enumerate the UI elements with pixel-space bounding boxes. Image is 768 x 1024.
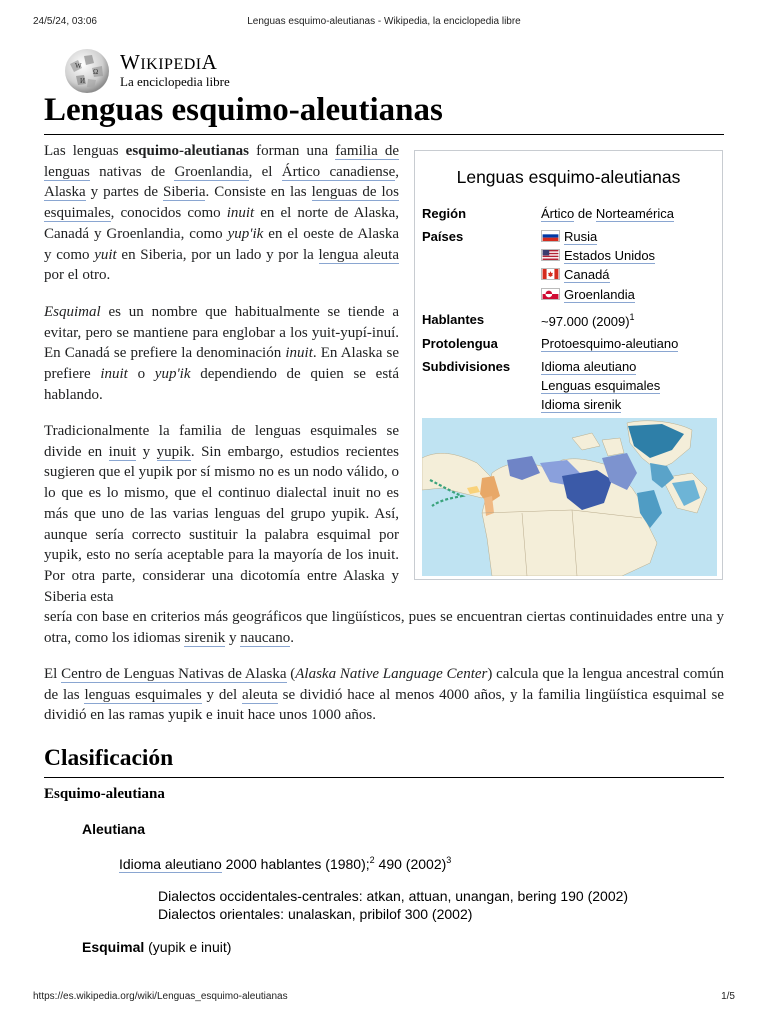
wikipedia-logo[interactable] xyxy=(62,44,252,94)
link-canada[interactable]: Canadá xyxy=(564,267,610,282)
link-artico[interactable]: Ártico xyxy=(541,206,575,221)
link-centro-lenguas-nativas-alaska[interactable]: Centro de Lenguas Nativas de Alaska xyxy=(61,666,287,682)
intro-paragraph-2: Esquimal es un nombre que habitualmente se tiende a evitar, pero se mantiene para englobar a los yuit-yupí-inuí. En Canadá se prefiere la denominación inuit. En Alaska se prefiere inuit o yup'ik dependiendo de quien se está hablando. xyxy=(44,304,400,403)
infobox-country-russia[interactable] xyxy=(541,229,597,244)
link-lenguas-de-los-esquimales[interactable]: lenguas de los esquimales xyxy=(44,184,399,222)
link-idioma-aleutiano[interactable]: Idioma aleutiano xyxy=(541,359,637,374)
svg-text:W: W xyxy=(75,62,82,70)
svg-text:И: И xyxy=(80,77,86,85)
wikipedia-tagline: La enciclopedia libre xyxy=(120,74,230,89)
infobox-title: Lenguas esquimo-aleutianas xyxy=(456,167,681,187)
infobox-country-greenland[interactable] xyxy=(541,287,635,302)
svg-text:Ω: Ω xyxy=(93,68,99,76)
link-aleuta[interactable]: aleuta xyxy=(242,686,278,703)
distribution-map[interactable] xyxy=(422,418,717,576)
link-lenguas-esquimales-infobox[interactable]: Lenguas esquimales xyxy=(541,378,661,393)
infobox-label-countries: Países xyxy=(422,229,464,244)
link-inuit[interactable]: inuit xyxy=(108,443,137,460)
link-lenguas-esquimales[interactable]: lenguas esquimales xyxy=(84,686,202,703)
link-yupik[interactable]: yupik xyxy=(156,443,191,460)
print-header xyxy=(33,16,735,30)
reference-2[interactable]: 2 xyxy=(369,855,375,865)
page-title: Lenguas esquimo-aleutianas xyxy=(44,92,443,128)
infobox-label-protolanguage: Protolengua xyxy=(422,336,498,351)
infobox-subdivision-1 xyxy=(541,359,636,374)
link-protoesquimo-aleutiano[interactable]: Protoesquimo-aleutiano xyxy=(541,336,679,351)
infobox-subdivision-3 xyxy=(541,397,621,412)
infobox-value-protolanguage xyxy=(541,336,678,351)
title-divider xyxy=(44,134,724,135)
print-footer xyxy=(33,991,735,1005)
intro-paragraph-3-continued: sería con base en criterios más geográficos que lingüísticos, pues se encuentran ciertas continuidades entre una y otra, como los idiomas sirenik y naucano. xyxy=(44,609,724,646)
link-sirenik[interactable]: sirenik xyxy=(184,629,226,646)
link-familia-de-lenguas[interactable]: familia de lenguas xyxy=(44,143,399,180)
section-heading-clasificacion: Clasificación xyxy=(44,745,174,771)
tree-dialect-west: Dialectos occidentales-centrales: atkan, attuan, unangan, bering 190 (2002) xyxy=(158,888,629,904)
greenland-flag-icon xyxy=(541,288,560,300)
link-idioma-sirenik[interactable]: Idioma sirenik xyxy=(541,397,622,412)
print-page-number: 1/5 xyxy=(721,991,735,1002)
infobox-value-region: Ártico de Norteamérica xyxy=(541,206,674,221)
print-url: https://es.wikipedia.org/wiki/Lenguas_esquimo-aleutianas xyxy=(33,991,288,1002)
link-lengua-aleuta[interactable]: lengua aleuta xyxy=(318,246,400,263)
infobox xyxy=(414,150,723,580)
intro-paragraph-1: Las lenguas esquimo-aleutianas forman una familia de lenguas nativas de Groenlandia, el Ártico canadiense, Alaska y partes de Siberia. Consiste en las lenguas de los esquimales, conocidos como inuit en el norte de Alaska, Canadá y Groenlandia, como yup'ik en el oeste de Alaska y como yuit en Siberia, por un lado y por la lengua aleuta por el otro. xyxy=(44,143,400,284)
link-alaska[interactable]: Alaska xyxy=(44,184,86,201)
section-divider xyxy=(44,777,724,778)
usa-flag-icon xyxy=(541,249,560,261)
infobox-subdivision-2 xyxy=(541,378,660,393)
link-artico-canadiense[interactable]: Ártico canadiense xyxy=(281,163,396,180)
reference-3[interactable]: 3 xyxy=(446,855,452,865)
wikipedia-globe-icon xyxy=(62,46,112,96)
print-date: 24/5/24, 03:06 xyxy=(33,16,97,27)
tree-root-esquimo-aleutiana: Esquimo-aleutiana xyxy=(44,786,165,802)
link-norteamerica[interactable]: Norteamérica xyxy=(595,206,674,221)
russia-flag-icon xyxy=(541,230,560,242)
print-document-title: Lenguas esquimo-aleutianas - Wikipedia, la enciclopedia libre xyxy=(247,16,521,27)
tree-node-aleutiana: Aleutiana xyxy=(82,821,146,837)
tree-node-esquimal: Esquimal (yupik e inuit) xyxy=(82,939,232,955)
link-groenlandia-infobox[interactable]: Groenlandia xyxy=(564,287,635,302)
infobox-label-region: Región xyxy=(422,206,467,221)
infobox-label-speakers: Hablantes xyxy=(422,312,485,327)
link-estados-unidos[interactable]: Estados Unidos xyxy=(564,248,656,263)
wikipedia-wordmark: WIKIPEDIA xyxy=(120,50,218,74)
canada-flag-icon xyxy=(541,268,560,280)
link-siberia[interactable]: Siberia xyxy=(162,184,206,201)
infobox-value-speakers: ~97.000 $(2009)^1$ xyxy=(541,312,635,329)
tree-node-idioma-aleutiano: Idioma aleutiano 2000 hablantes (1980);$^2$ 490 $(2002)^3$ xyxy=(119,855,452,872)
tree-dialect-east: Dialectos orientales: unalaskan, pribilof 300 (2002) xyxy=(158,906,473,922)
reference-1[interactable]: 1 xyxy=(629,312,635,322)
infobox-label-subdivisions: Subdivisiones xyxy=(422,359,511,374)
intro-paragraph-4: El Centro de Lenguas Nativas de Alaska (Alaska Native Language Center) calcula que la lengua ancestral común de las lenguas esquimales y del aleuta se dividió hace al menos 4000 años, y la familia lingüística esquimal se dividió en las ramas yupik e inuit hace unos 1000 años. xyxy=(44,666,724,724)
infobox-country-canada[interactable] xyxy=(541,267,610,282)
intro-paragraph-3: Tradicionalmente la familia de lenguas esquimales se divide en inuit y yupik. Sin embargo, estudios recientes sugieren que el yupik por sí mismo no es un nodo válido, o lo que es lo mismo, que el continuo dialectal inuit no es más que uno de las varias lenguas del grupo yupik. Así, aunque sería correcto sustituir la palabra esquimal por yupik, esto no sería aceptable para la mayoría de los inuit. Por otra parte, considerar una dicotomía entre Alaska y Siberia esta xyxy=(44,423,400,605)
link-groenlandia[interactable]: Groenlandia xyxy=(174,163,249,180)
infobox-country-usa[interactable] xyxy=(541,248,655,263)
link-naucano[interactable]: naucano xyxy=(240,629,291,646)
link-rusia[interactable]: Rusia xyxy=(564,229,598,244)
link-idioma-aleutiano-tree[interactable]: Idioma aleutiano xyxy=(119,856,222,872)
